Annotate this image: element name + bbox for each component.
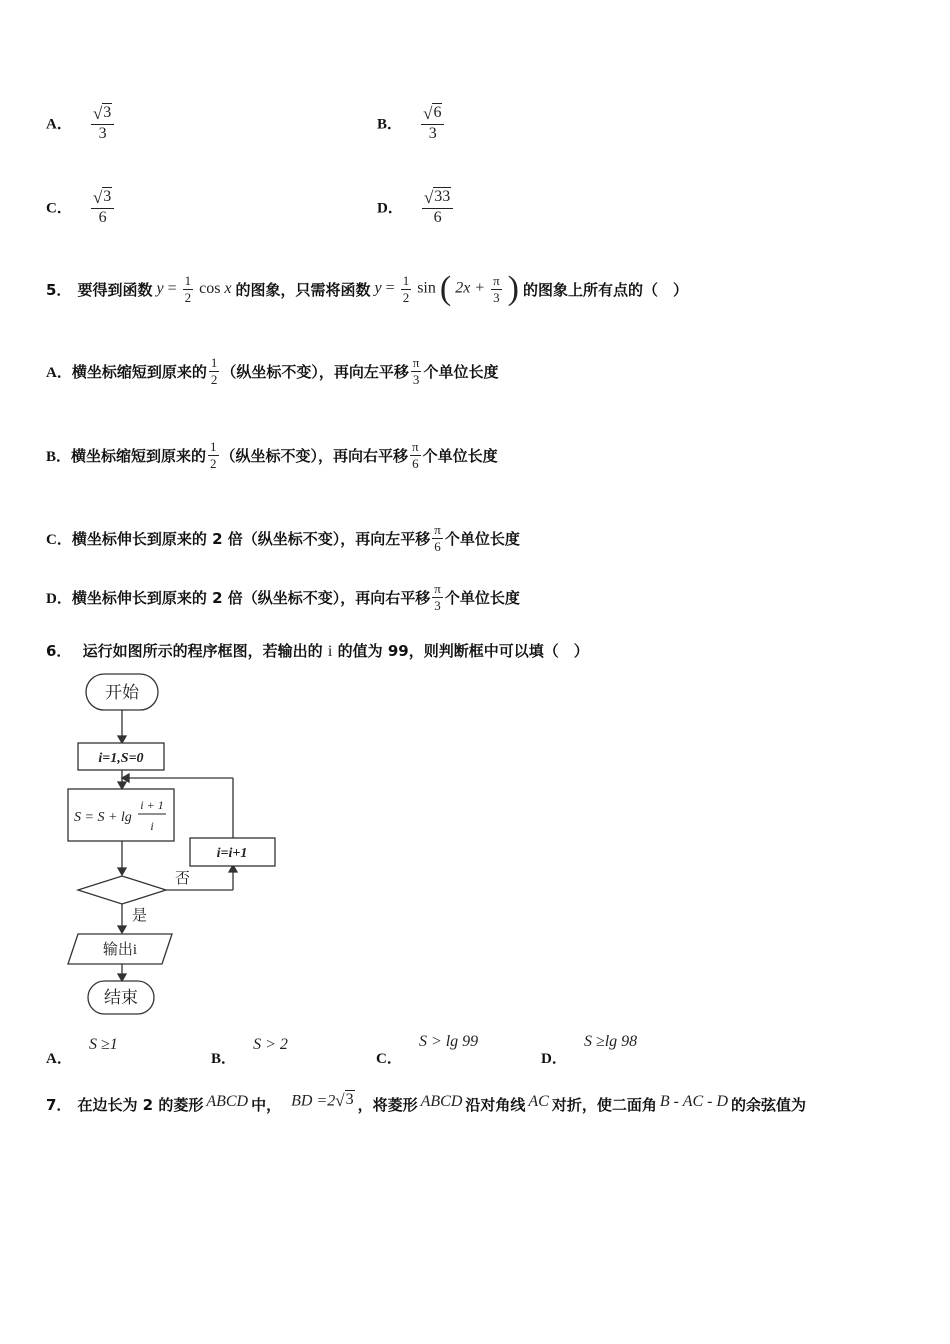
q7-text-4: 沿对角线 [465,1096,526,1114]
func-y: y [374,279,382,297]
var-i: i [327,643,333,660]
q6-option-c [376,1030,479,1067]
frac-den: 3 [434,597,441,613]
rhombus-name: ABCD [206,1093,249,1110]
yes-label: 是 [132,908,148,924]
frac-den: 2 [184,289,192,305]
option-expr: S > lg 99 [418,1033,479,1050]
question-number: 5． [46,280,72,299]
option-text: 横坐标缩短到原来的 [71,446,207,465]
start-label: 开始 [105,683,139,702]
end-label: 结束 [104,988,138,1007]
diagonal-ac: AC [528,1093,549,1110]
option-text: 横坐标伸长到原来的 2 倍（纵坐标不变），再向左平移 [71,529,431,548]
update-lhs: S = S + lg [74,810,132,825]
numerator: 6 [433,104,442,121]
source-function: y = $\frac{1}{2}$ sin ( 2x + $\frac{\pi}{3}$ ) [374,270,519,307]
option-label: A． [46,364,72,381]
option-label: B． [211,1051,237,1067]
frac-den: 6 [412,455,419,471]
q5-option-d [46,582,520,612]
target-function [156,274,231,304]
frac-num: π [412,439,419,454]
q5-text-1: 要得到函数 [77,280,153,299]
func-var: x [224,279,232,297]
func-name: sin [417,279,436,297]
bd-lhs: BD =2 [291,1093,336,1110]
sqrt-fraction: √ 33 6 [422,187,453,227]
q5-option-c [46,523,520,553]
decision-diamond [78,876,166,904]
option-label: C． [46,200,72,217]
q4-option-a [46,103,116,143]
q5-stem [46,272,688,306]
frac-num: 1 [184,272,192,288]
numerator: 3 [103,104,112,121]
frac-num: 1 [210,355,218,370]
q7-stem [46,1091,807,1115]
q7-text-2: 中， [251,1096,282,1114]
frac-num: 1 [210,439,217,454]
option-label: D． [377,200,403,217]
sqrt-fraction: √ 3 3 [91,103,114,143]
denominator: 3 [98,125,107,143]
bd-expr: BD =2 √ 3 [291,1091,354,1110]
denominator: 6 [433,209,442,227]
func-y: y [156,279,164,297]
frac-den: 6 [434,538,441,554]
q4-option-b [377,103,446,143]
option-label: C． [46,531,72,548]
func-eq: = [167,279,177,297]
q7-text-5: 对折，使二面角 [551,1096,657,1114]
frac-num: π [434,581,441,596]
update-den: i [150,819,154,833]
option-label: B． [46,448,72,465]
q6-option-d [541,1030,638,1067]
flowchart [60,668,290,1024]
numerator: 3 [103,188,112,205]
q5-text-3: 的图象上所有点的（ ） [523,280,689,299]
q6-option-b [211,1033,288,1067]
numerator: 33 [434,188,451,205]
option-text: 横坐标缩短到原来的 [71,362,207,381]
option-text: 横坐标伸长到原来的 2 倍（纵坐标不变），再向右平移 [71,588,431,607]
question-number: 6． [46,642,72,660]
option-text: 个单位长度 [423,362,499,381]
option-label: B． [377,116,403,133]
func-eq: = [385,279,395,297]
frac-den: 3 [493,289,500,305]
option-text: （纵坐标不变），再向右平移 [220,446,409,465]
func-name: cos [199,279,221,297]
output-label: 输出i [102,942,138,958]
frac-den: 2 [210,455,217,471]
option-text: 个单位长度 [444,529,520,548]
sqrt-fraction: √ 3 6 [91,187,114,227]
q4-option-c [46,187,116,227]
q7-text-1: 在边长为 2 的菱形 [77,1096,204,1114]
question-number: 7． [46,1096,72,1114]
frac-num: π [412,355,420,370]
no-label: 否 [175,871,191,887]
option-text: （纵坐标不变），再向左平移 [221,362,409,381]
denominator: 3 [428,125,437,143]
denominator: 6 [98,209,107,227]
func-inner: 2x + [455,279,486,297]
bd-radicand: 3 [345,1091,354,1109]
option-expr: S ≥lg 98 [583,1033,638,1050]
sqrt-fraction: √ 6 3 [421,103,444,143]
option-label: A． [46,1051,72,1067]
update-num: i + 1 [140,798,164,812]
q7-text-6: 的余弦值为 [731,1096,807,1114]
q6-text-2: 的值为 99，则判断框中可以填（ ） [337,642,589,660]
init-label: i=1,S=0 [98,751,144,766]
option-label: D． [541,1051,567,1067]
q7-text-3: ，将菱形 [357,1096,418,1114]
frac-den: 3 [412,371,420,387]
frac-num: π [493,272,500,288]
dihedral-angle: B - AC - D [659,1093,729,1110]
frac-den: 2 [210,371,218,387]
option-text: 个单位长度 [444,588,520,607]
option-label: D． [46,590,72,607]
option-label: C． [376,1051,402,1067]
rhombus-name: ABCD [420,1093,463,1110]
option-expr: S ≥1 [88,1036,118,1053]
q6-option-a [46,1033,118,1067]
frac-den: 2 [402,289,410,305]
frac-num: π [434,522,441,537]
q4-option-d [377,187,455,227]
q6-stem [46,640,589,661]
frac-num: 1 [402,272,410,288]
option-text: 个单位长度 [422,446,498,465]
q5-text-2: 的图象，只需将函数 [235,280,371,299]
increment-label: i=i+1 [216,846,248,861]
q6-text-1: 运行如图所示的程序框图，若输出的 [82,642,323,660]
q5-option-a [46,356,498,386]
option-expr: S > 2 [253,1036,288,1053]
q5-option-b [46,440,498,470]
option-label: A． [46,116,72,133]
